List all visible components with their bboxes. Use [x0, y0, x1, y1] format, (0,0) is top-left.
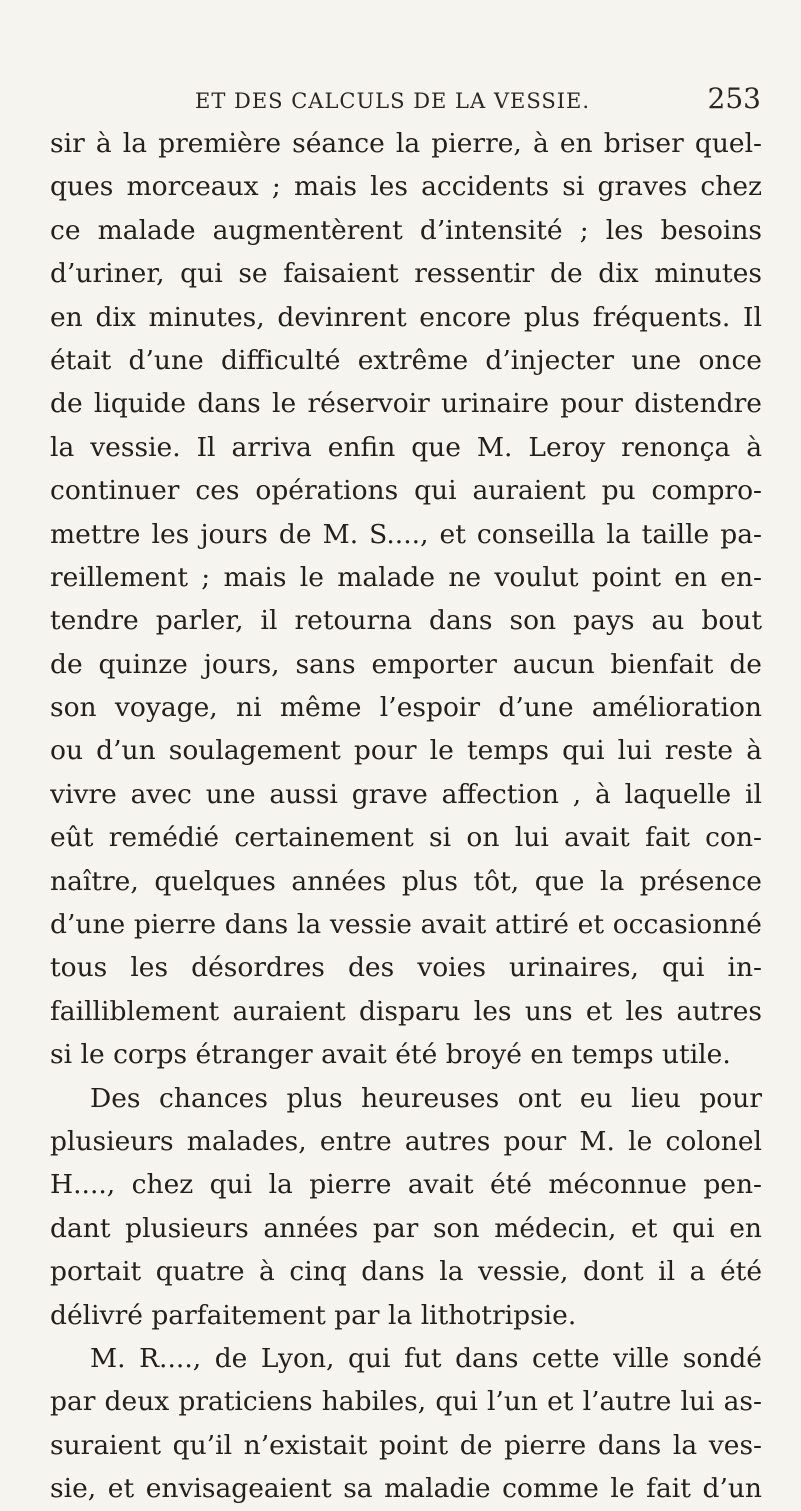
text-line: d’une pierre dans la vessie avait attiré et occasionné: [50, 909, 762, 941]
text-line: naître, quelques années plus tôt, que la présence: [50, 865, 762, 897]
text-line: délivré parfaitement par la lithotripsie.: [50, 1299, 577, 1331]
text-line: de liquide dans le réservoir urinaire pour distendre: [50, 388, 762, 420]
text-line: continuer ces opérations qui auraient pu compro-: [50, 475, 762, 507]
text-line: de quinze jours, sans emporter aucun bienfait de: [50, 648, 762, 680]
text-line: eût remédié certainement si on lui avait fait con-: [50, 822, 762, 854]
text-line: en dix minutes, devinrent encore plus fréquents. Il: [50, 301, 762, 333]
text-line: vivre avec une aussi grave affection , à laquelle il: [50, 778, 762, 810]
text-line: H...., chez qui la pierre avait été méconnue pen-: [50, 1169, 762, 1201]
text-line: ou d’un soulagement pour le temps qui lui reste à: [50, 735, 762, 767]
paragraph-start-line: Des chances plus heureuses ont eu lieu pour: [90, 1082, 762, 1114]
text-line: mettre les jours de M. S...., et conseilla la taille pa-: [50, 518, 762, 550]
text-line: ques morceaux ; mais les accidents si graves chez: [50, 171, 762, 203]
text-line: suraient qu’il n’existait point de pierre dans la ves-: [50, 1429, 762, 1461]
running-head: ET DES CALCULS DE LA VESSIE.: [195, 89, 591, 113]
text-line: tous les désordres des voies urinaires, qui in-: [50, 952, 762, 984]
paragraph-start-line: M. R...., de Lyon, qui fut dans cette ville sondé: [90, 1342, 762, 1374]
text-line: dant plusieurs années par son médecin, et qui en: [50, 1212, 762, 1244]
text-line: la vessie. Il arriva enfin que M. Leroy renonça à: [50, 431, 762, 463]
text-line: d’uriner, qui se faisaient ressentir de dix minutes: [50, 258, 762, 290]
text-line: sir à la première séance la pierre, à en briser quel-: [50, 128, 762, 159]
text-line: son voyage, ni même l’espoir d’une amélioration: [50, 692, 762, 724]
text-line: par deux praticiens habiles, qui l’un et l’autre lui as-: [50, 1386, 762, 1418]
text-line: plusieurs malades, entre autres pour M. le colonel: [50, 1125, 762, 1157]
text-line: si le corps étranger avait été broyé en temps utile.: [50, 1039, 731, 1071]
text-line: tendre parler, il retourna dans son pays au bout: [50, 605, 762, 637]
page-header: [195, 82, 761, 115]
text-line: ce malade augmentèrent d’intensité ; les besoins: [50, 214, 762, 246]
text-line: reillement ; mais le malade ne voulut point en en-: [50, 561, 762, 593]
text-line: failliblement auraient disparu les uns et les autres: [50, 995, 762, 1027]
text-line: portait quatre à cinq dans la vessie, dont il a été: [50, 1256, 762, 1288]
text-line: sie, et envisageaient sa maladie comme le fait d’un: [50, 1473, 762, 1505]
text-line: était d’une difficulté extrême d’injecter une once: [50, 344, 762, 376]
body-text: [50, 122, 762, 1511]
page-number: 253: [707, 82, 761, 115]
